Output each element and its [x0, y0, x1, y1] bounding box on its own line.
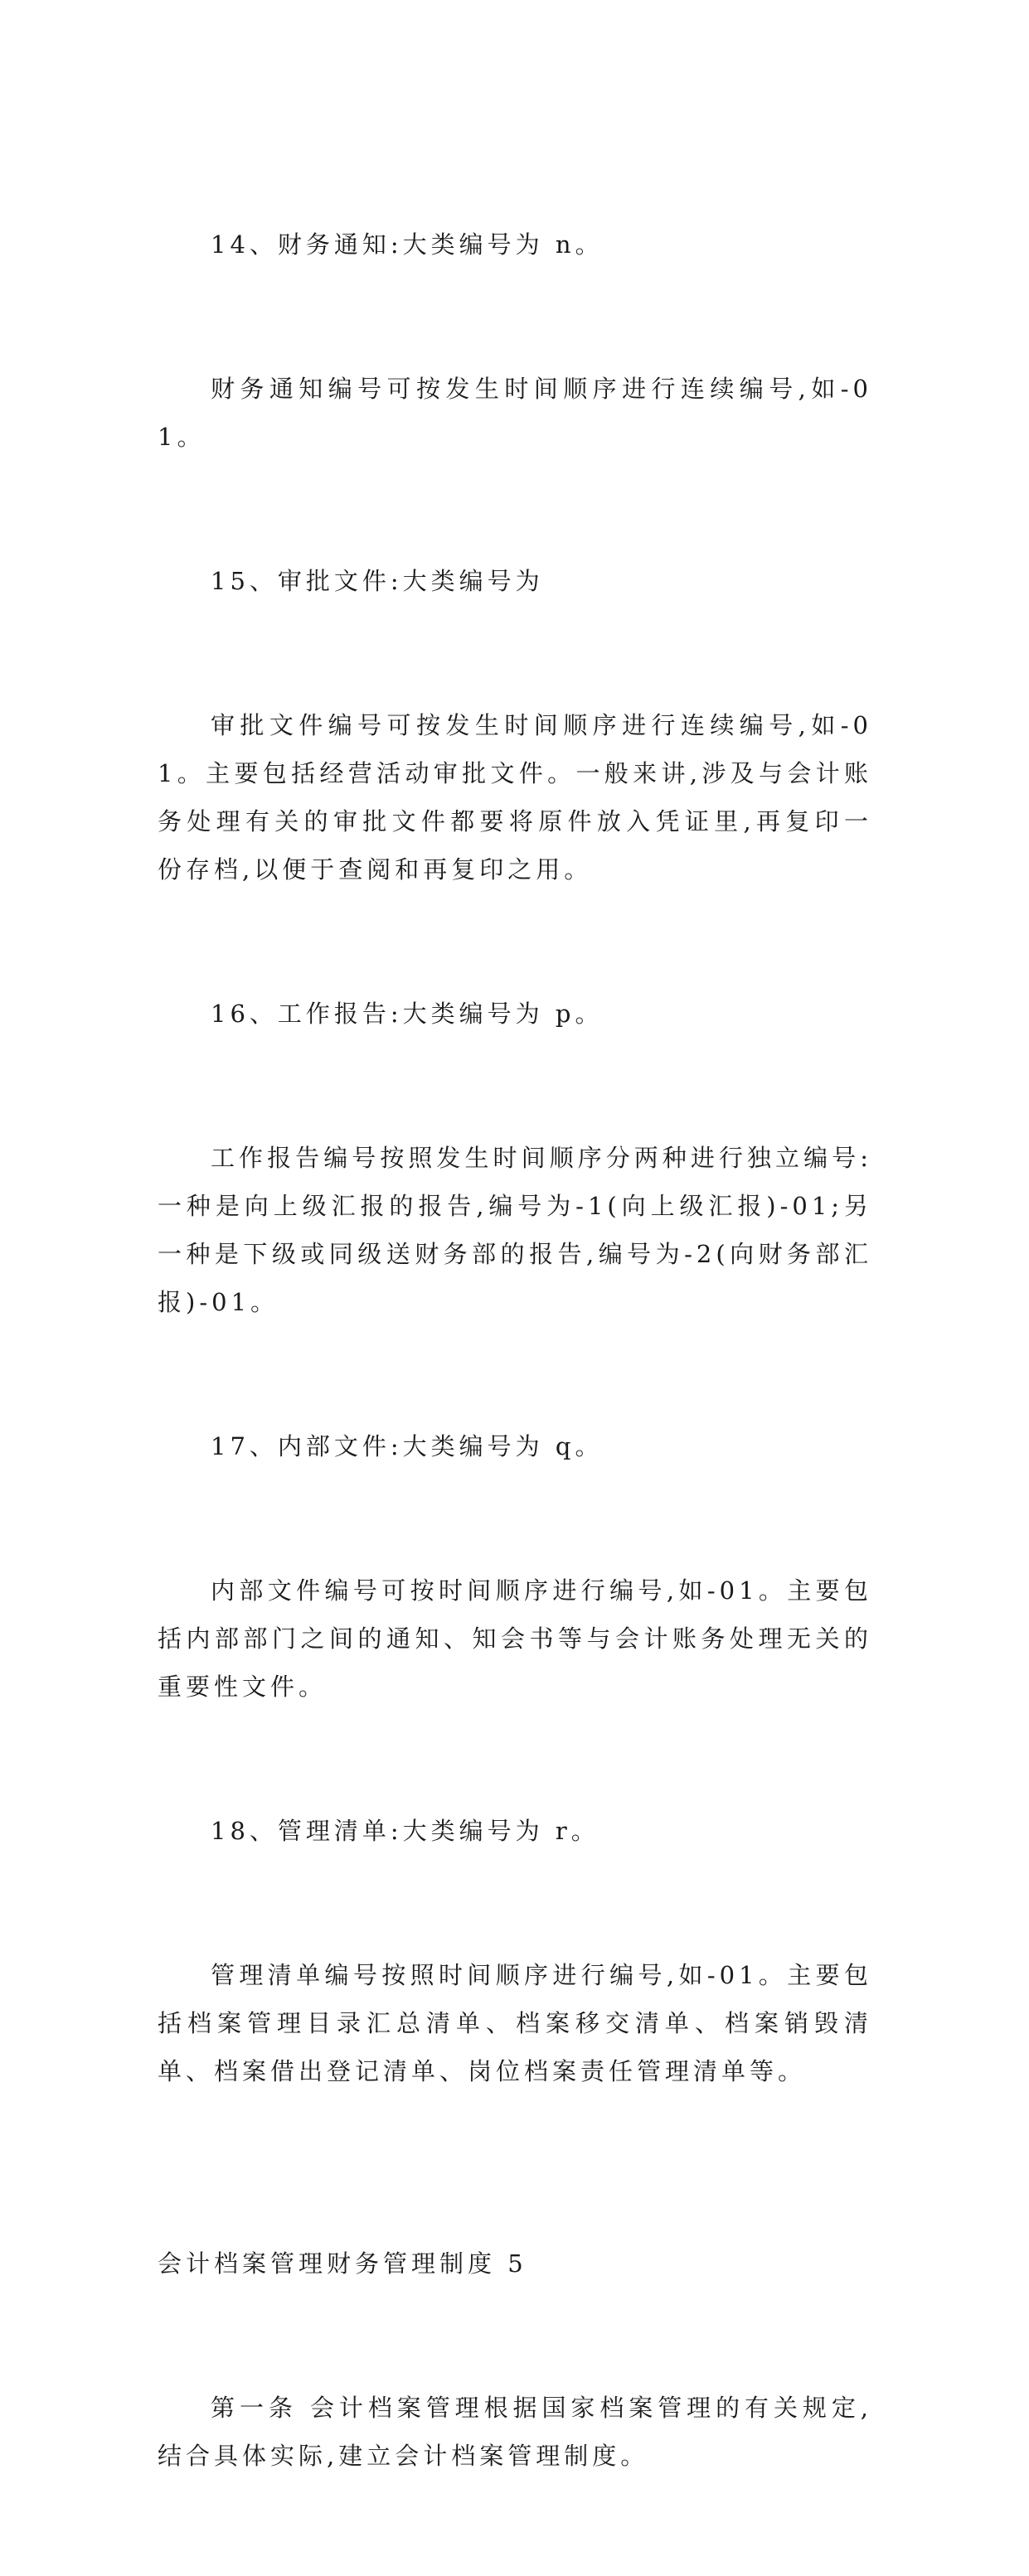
section-title: 会计档案管理财务管理制度 5	[158, 2249, 527, 2278]
item-15-body: 审批文件编号可按发生时间顺序进行连续编号,如-01。主要包括经营活动审批文件。一般来讲,涉及与会计账务处理有关的审批文件都要将原件放入凭证里,再复印一份存档,以便于查阅和再复印之用。	[158, 711, 872, 884]
item-15-heading: 15、审批文件:大类编号为	[211, 567, 544, 595]
item-14-body: 财务通知编号可按发生时间顺序进行连续编号,如-01。	[158, 375, 872, 451]
article-1: 第一条 会计档案管理根据国家档案管理的有关规定,结合具体实际,建立会计档案管理制度。	[158, 2394, 872, 2470]
document-body	[158, 124, 872, 2576]
item-16-heading: 16、工作报告:大类编号为 p。	[211, 1000, 604, 1028]
item-14-heading: 14、财务通知:大类编号为 n。	[211, 230, 604, 259]
item-16-body: 工作报告编号按照发生时间顺序分两种进行独立编号:一种是向上级汇报的报告,编号为-1(向上级汇报)-01;另一种是下级或同级送财务部的报告,编号为-2(向财务部汇报)-01。	[158, 1144, 872, 1316]
item-17-body: 内部文件编号可按时间顺序进行编号,如-01。主要包括内部部门之间的通知、知会书等与会计账务处理无关的重要性文件。	[158, 1576, 872, 1701]
item-17-heading: 17、内部文件:大类编号为 q。	[211, 1432, 604, 1460]
item-18-body: 管理清单编号按照时间顺序进行编号,如-01。主要包括档案管理目录汇总清单、档案移交清单、档案销毁清单、档案借出登记清单、岗位档案责任管理清单等。	[158, 1961, 872, 2085]
item-18-heading: 18、管理清单:大类编号为 r。	[211, 1817, 599, 1845]
